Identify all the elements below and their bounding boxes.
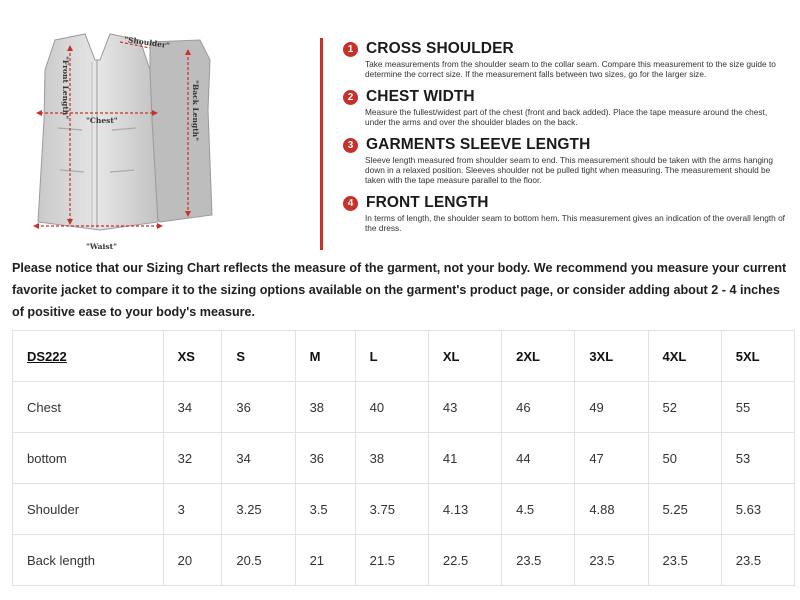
shoulder-label: "Shoulder" <box>123 34 171 51</box>
table-cell: 21.5 <box>355 535 428 586</box>
chest-label: "Chest" <box>86 116 118 125</box>
table-row <box>13 382 795 433</box>
table-cell: 55 <box>721 382 794 433</box>
table-cell: 36 <box>222 382 295 433</box>
header-cell: 4XL <box>648 331 721 382</box>
table-row <box>13 484 795 535</box>
header-cell: M <box>295 331 355 382</box>
table-row <box>13 535 795 586</box>
section-body: In terms of length, the shoulder seam to bottom hem. This measurement gives an indication of the overall length of the dress. <box>365 213 785 233</box>
table-cell: 23.5 <box>721 535 794 586</box>
front-length-label: "Front Length" <box>61 56 70 120</box>
table-cell: 4.5 <box>502 484 575 535</box>
table-cell: 38 <box>295 382 355 433</box>
table-cell: 34 <box>163 382 222 433</box>
measurement-instructions <box>343 40 788 242</box>
section-body: Sleeve length measured from shoulder seam to end. This measurement should be taken with the arms hanging down in a relaxed position. Sleeves shoulder not be pulled tight when measuring. The measurement should be taken with the tape measure parallel to the floor. <box>365 155 774 185</box>
table-cell: 4.88 <box>575 484 648 535</box>
header-cell: 3XL <box>575 331 648 382</box>
table-cell: 50 <box>648 433 721 484</box>
header-cell: 5XL <box>721 331 794 382</box>
table-cell: 34 <box>222 433 295 484</box>
section-title: FRONT LENGTH <box>366 194 489 211</box>
section-cross-shoulder <box>343 40 788 79</box>
table-row <box>13 433 795 484</box>
table-cell: 44 <box>502 433 575 484</box>
table-cell: 38 <box>355 433 428 484</box>
header-cell: L <box>355 331 428 382</box>
table-cell: 23.5 <box>502 535 575 586</box>
row-label: Shoulder <box>13 484 164 535</box>
table-cell: 20.5 <box>222 535 295 586</box>
table-cell: 53 <box>721 433 794 484</box>
header-cell: S <box>222 331 295 382</box>
table-cell: 3.25 <box>222 484 295 535</box>
section-body: Measure the fullest/widest part of the chest (front and back added). Place the tape measure around the chest, under the arms and over the shoulder blades on the back. <box>365 107 768 127</box>
sizing-notice: Please notice that our Sizing Chart reflects the measure of the garment, not your body. We recommend you measure your current favorite jacket to compare it to the sizing options available on the garment's product page, or consider adding about 2 - 4 inches of positive ease to your body's measure. <box>12 261 787 319</box>
number-badge: 1 <box>343 42 358 57</box>
table-cell: 22.5 <box>428 535 501 586</box>
table-cell: 3.5 <box>295 484 355 535</box>
table-cell: 40 <box>355 382 428 433</box>
section-title: CHEST WIDTH <box>366 88 475 105</box>
table-header-row <box>13 331 795 382</box>
section-sleeve-length <box>343 136 788 185</box>
size-chart-table <box>12 330 795 586</box>
table-cell: 4.13 <box>428 484 501 535</box>
table-cell: 41 <box>428 433 501 484</box>
row-label: Chest <box>13 382 164 433</box>
table-cell: 47 <box>575 433 648 484</box>
header-cell: 2XL <box>502 331 575 382</box>
vest-illustration <box>0 0 235 255</box>
table-cell: 52 <box>648 382 721 433</box>
table-cell: 3.75 <box>355 484 428 535</box>
row-label: bottom <box>13 433 164 484</box>
number-badge: 2 <box>343 90 358 105</box>
section-chest-width <box>343 88 788 127</box>
back-length-label: "Back Length" <box>191 80 200 142</box>
table-cell: 23.5 <box>575 535 648 586</box>
section-title: GARMENTS SLEEVE LENGTH <box>366 136 591 153</box>
waist-label: "Waist" <box>86 242 117 251</box>
table-cell: 46 <box>502 382 575 433</box>
number-badge: 4 <box>343 196 358 211</box>
table-cell: 21 <box>295 535 355 586</box>
header-cell: XL <box>428 331 501 382</box>
measurement-guide-figure <box>0 0 800 255</box>
section-front-length <box>343 194 788 233</box>
table-cell: 3 <box>163 484 222 535</box>
section-body: Take measurements from the shoulder seam to the collar seam. Compare this measurement to the size guide to determine the correct size. If the measurement falls between two sizes, go for the larger size. <box>365 59 776 79</box>
number-badge: 3 <box>343 138 358 153</box>
red-divider <box>320 38 323 250</box>
table-cell: 23.5 <box>648 535 721 586</box>
table-cell: 32 <box>163 433 222 484</box>
table-cell: 20 <box>163 535 222 586</box>
product-code: DS222 <box>13 331 164 382</box>
table-cell: 49 <box>575 382 648 433</box>
table-cell: 5.25 <box>648 484 721 535</box>
section-title: CROSS SHOULDER <box>366 40 514 57</box>
table-cell: 43 <box>428 382 501 433</box>
row-label: Back length <box>13 535 164 586</box>
header-cell: XS <box>163 331 222 382</box>
table-cell: 5.63 <box>721 484 794 535</box>
table-cell: 36 <box>295 433 355 484</box>
